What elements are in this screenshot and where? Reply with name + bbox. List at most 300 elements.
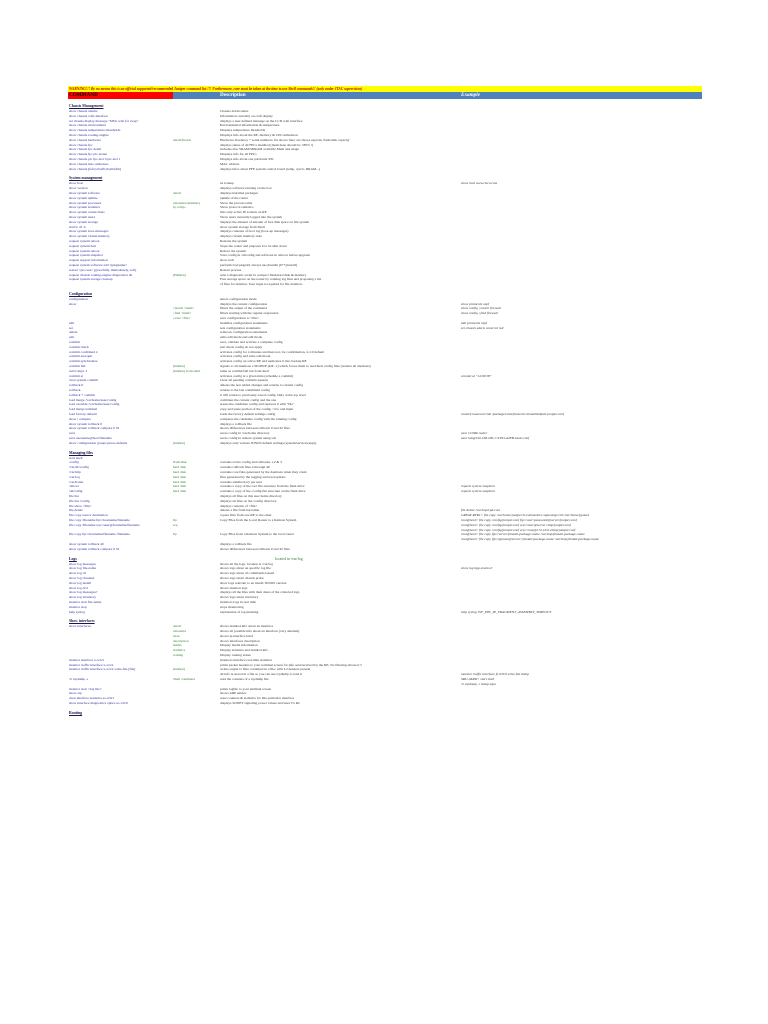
command-cell: start shell bbox=[69, 455, 83, 460]
section-title bbox=[68, 103, 702, 109]
description-cell: contains a copy of the root file structure from the flash drive bbox=[220, 484, 305, 489]
command-cell: save username@host:filename bbox=[69, 436, 112, 440]
option-cell: hard disk bbox=[173, 484, 186, 489]
example-cell: save CONR-router bbox=[461, 431, 488, 436]
command-cell: show host bbox=[69, 181, 84, 186]
command-cell: set bbox=[69, 325, 73, 330]
command-cell: show log messages? bbox=[69, 590, 98, 595]
table-row bbox=[68, 610, 702, 615]
description-cell: shows ip interface brief bbox=[220, 633, 253, 638]
description-cell: contains a copy of the /config file structure on the flash drive bbox=[220, 489, 306, 494]
description-cell: performs bsd pkgadd; always use jbundle (6+5 jinstall) bbox=[220, 262, 298, 267]
description-cell: erases the candidate config and replaces it with "file" bbox=[220, 402, 295, 407]
table-row bbox=[68, 701, 702, 706]
description-cell: shows logs about cli commands issued bbox=[220, 571, 275, 576]
command-cell: monitor start <log file> bbox=[69, 686, 102, 691]
command-cell: delete bbox=[69, 330, 78, 335]
command-cell: set chassis display message "MSG wait for swap" bbox=[69, 118, 139, 123]
command-cell: load merge terminal bbox=[69, 407, 98, 412]
option-cell: hard disk bbox=[173, 465, 186, 470]
example-cell: root@host> file copy /config/juniper.conf scp://user@server:/tmp/juniper.conf bbox=[461, 522, 571, 527]
description-cell: displays a user defined message on the LCD craft interface bbox=[220, 118, 303, 123]
example-cell: % tcpdump -r dump.tcpa bbox=[461, 681, 496, 686]
description-cell: Restart process bbox=[220, 267, 242, 272]
command-cell: load merge /var/home/user/config bbox=[69, 397, 117, 402]
command-cell: show chassis environment bbox=[69, 123, 106, 128]
warning-banner: WARNING!!! By no means this is an official supported/recommended Juniper command list !!! Furthermore, care must be taken at the time to use Shell commands!! (only under JTAC supervision) bbox=[68, 86, 702, 92]
option-cell: terse bbox=[173, 633, 180, 638]
description-cell: of files for deletion. User input is required for file deletion. bbox=[220, 282, 303, 287]
example-cell: show host www.cisco.com bbox=[461, 181, 498, 186]
description-cell: displays contents of boot log (boot-up messages) bbox=[220, 229, 289, 234]
section-title bbox=[68, 710, 702, 716]
description-cell: files generated by the logging and traceoptions bbox=[220, 474, 286, 479]
example-cell: show log bgp-events.0 bbox=[461, 566, 493, 571]
command-cell: show log dcd bbox=[69, 585, 88, 590]
command-cell: commit check bbox=[69, 344, 89, 349]
description-cell: displays installed packages bbox=[220, 190, 258, 195]
table-row bbox=[68, 441, 702, 446]
description-cell: returns to the last committed config bbox=[220, 388, 270, 393]
description-cell: Displays temperature thresholds bbox=[220, 128, 266, 133]
command-cell: file copy ftp://hostname/filename /filename bbox=[69, 532, 130, 537]
command-cell: file copy /filename scp://user@hostname/filename bbox=[69, 522, 140, 527]
example-cell: edit protocols ospf bbox=[461, 320, 487, 325]
option-cell: media bbox=[173, 643, 182, 648]
description-cell: Show protocol statistics bbox=[220, 205, 254, 210]
description-cell: stops monitoring bbox=[220, 604, 244, 609]
example-cell: SRU-AM06> start shell bbox=[461, 677, 495, 682]
command-cell: show log cli bbox=[69, 571, 87, 576]
command-cell: request system storage cleanup bbox=[69, 277, 113, 282]
command-cell: show log inventory bbox=[69, 595, 97, 600]
description-cell: Restarts the system bbox=[220, 238, 248, 243]
description-cell: removes configuration statements bbox=[220, 330, 268, 335]
example-cell bbox=[460, 167, 702, 172]
example-cell: show protocols ospf bbox=[461, 301, 489, 306]
description-cell: same as commit full but from shell bbox=[220, 368, 269, 373]
command-cell: load override /var/home/user/config bbox=[69, 402, 120, 407]
example-cell: set chassis alarm sonet lol red bbox=[461, 325, 504, 330]
command-cell: show interface diagnostics optics so-1/0/0 bbox=[69, 701, 128, 706]
option-cell: (hidden) bbox=[173, 440, 185, 445]
description-cell: show system storage from Shell bbox=[220, 224, 265, 229]
description-cell: shows detailed info about an interface bbox=[220, 624, 274, 629]
command-cell: show bbox=[69, 301, 77, 306]
description-cell: explanation of log meaning bbox=[220, 609, 259, 614]
command-cell: show chassis craft-interface bbox=[69, 113, 108, 118]
description-cell: save, validate and activate a complete config bbox=[220, 340, 283, 345]
command-cell: /var/db/config bbox=[69, 465, 89, 470]
section-title bbox=[68, 175, 702, 181]
section-title-text: Routing bbox=[69, 710, 83, 715]
command-cell: monitor stop bbox=[69, 604, 87, 609]
description-cell: copy and paste portion of the config, ^d to end input bbox=[220, 407, 294, 412]
description-cell: it will return to previously saved config. Only at the top level bbox=[220, 392, 306, 397]
description-cell: save configuration to <file> bbox=[220, 316, 260, 321]
command-cell: load factory-default bbox=[69, 412, 97, 417]
command-cell: file list /config bbox=[69, 498, 90, 503]
description-cell: MAC address bbox=[220, 161, 240, 166]
command-cell: show chassis routing-engine bbox=[69, 132, 109, 137]
description-cell: saves config in /var/home directory bbox=[220, 431, 270, 436]
description-cell: modifies configuration statements bbox=[220, 320, 268, 325]
command-cell: show chassis fpc bbox=[69, 142, 93, 147]
description-cell: Stops the router and prepares it to be shut down bbox=[220, 243, 287, 248]
description-cell: Free storage space on the router by rotating log files and proposing a list bbox=[220, 277, 322, 282]
description-cell: Display statistics and detailed info bbox=[220, 648, 269, 653]
section-title bbox=[68, 450, 702, 456]
command-cell: request system reboot bbox=[69, 248, 100, 253]
section-title bbox=[68, 556, 702, 562]
command-cell: show system rollback 0 bbox=[69, 421, 102, 426]
command-cell: show chassis [fefc|scb|sfb|cb|sib|sfm] bbox=[69, 166, 121, 171]
description-cell: just check config do not apply bbox=[220, 344, 263, 349]
description-cell: show tech bbox=[220, 258, 235, 263]
description-cell: Save config in /altconfig and software in /altroot before upgrade bbox=[220, 253, 310, 258]
option-cell: flash/disk bbox=[173, 460, 187, 465]
description-cell: reset counters & statistics for this particular interface bbox=[220, 696, 295, 701]
command-cell: show system storage bbox=[69, 219, 98, 224]
example-cell: help syslog JSF_EIW_IP_FRAGMENT_ASSEMBLY_TIMEOUT bbox=[461, 609, 552, 614]
section-title-text: Chassis Management bbox=[69, 104, 104, 108]
command-cell: request support information bbox=[69, 258, 108, 263]
command-cell: file copy /filename ftp://hostname/filename bbox=[69, 517, 130, 522]
description-cell: Information currently on craft display bbox=[220, 113, 273, 118]
description-cell: includes also SRAM/SDRAM available Mem and usage bbox=[220, 147, 299, 152]
command-cell: /var/log bbox=[69, 474, 80, 479]
example-cell: show config | match firewall bbox=[461, 306, 501, 311]
command-cell: commit bbox=[69, 340, 80, 345]
command-cell: show system rollback compare 0 32 bbox=[69, 426, 120, 431]
header-description: Description bbox=[219, 92, 460, 99]
command-cell: clear interface statistics so-2/0/1 bbox=[69, 696, 115, 701]
description-cell: Environmental information & temperature bbox=[220, 123, 280, 128]
option-cell: detail bbox=[173, 624, 181, 629]
description-cell: Show the process table bbox=[220, 200, 253, 205]
description-cell: Display media information bbox=[220, 643, 258, 648]
sheet-body bbox=[68, 99, 702, 716]
description-cell: shows all possible info about an interface (very detailed) bbox=[220, 629, 300, 634]
description-cell: shows differences between rollback 0 and 32 files bbox=[220, 546, 290, 551]
command-cell: file delete bbox=[69, 508, 83, 513]
description-cell: contains rollback files 4 through 49 bbox=[220, 465, 270, 470]
command-cell: show interfaces bbox=[69, 624, 91, 629]
description-cell: contains subdirectory per user bbox=[220, 479, 263, 484]
example-cell bbox=[460, 282, 702, 287]
description-cell: displays a rollback file bbox=[220, 421, 252, 426]
command-cell: /var/home bbox=[69, 479, 84, 484]
description-cell: displays the current configuration bbox=[220, 301, 268, 306]
command-cell bbox=[68, 282, 173, 287]
command-cell: file show <file> bbox=[69, 503, 92, 508]
description-cell: shows interfaces description bbox=[220, 638, 260, 643]
command-cell: show configuration groups junos-defaults bbox=[69, 440, 128, 445]
description-cell: read the contents of a tcpdump file bbox=[220, 677, 269, 682]
command-cell: run% mgd -I bbox=[69, 368, 87, 373]
command-cell: exit bbox=[69, 335, 75, 340]
description-cell: monitors interface real-time statistics bbox=[220, 657, 272, 662]
command-cell: commit confirmed x bbox=[69, 349, 98, 354]
command-cell: show chassis alarms bbox=[69, 109, 98, 113]
option-cell: | find <item> bbox=[173, 311, 192, 316]
description-cell: displays status of all FPCs installed (mem heap should be <80% !) bbox=[220, 142, 314, 147]
description-cell: lists only active IP sockets on RE bbox=[220, 210, 267, 215]
option-cell: routing bbox=[173, 653, 184, 658]
header-option bbox=[173, 92, 219, 99]
description-cell: displays all files on the /config directory bbox=[220, 498, 277, 503]
description-cell: contains core files generated by the daemons when they crash bbox=[220, 469, 307, 474]
table-row bbox=[68, 167, 702, 172]
option-cell: hard disk bbox=[173, 474, 186, 479]
command-cell: show chassis fpc detail bbox=[69, 147, 102, 152]
command-cell: configuration bbox=[69, 296, 88, 301]
option-cell bbox=[173, 282, 219, 287]
command-cell: show chassis fpc pic-status bbox=[69, 152, 107, 157]
description-cell: prints packet headers to your terminal screen for info sent/received by the RE. No filtering allowed !! bbox=[220, 662, 362, 667]
description-cell: displays all files on this user home directory bbox=[220, 493, 282, 498]
option-cell: | save <file> bbox=[173, 316, 191, 321]
description-cell: deletes a file from hard disk bbox=[220, 508, 260, 513]
option-cell: detail bbox=[173, 190, 181, 195]
section-title-text: System management bbox=[69, 176, 103, 181]
command-cell: show system boot-messages bbox=[69, 229, 109, 234]
description-cell: uptime of the router bbox=[220, 195, 248, 200]
section-title-text: Configuration bbox=[69, 291, 92, 296]
command-cell: commit at bbox=[69, 373, 84, 378]
cheat-sheet bbox=[68, 86, 702, 716]
command-cell: show version bbox=[69, 186, 88, 191]
command-cell: file copy source destination bbox=[69, 513, 108, 518]
command-cell: show system processes bbox=[69, 200, 102, 205]
example-cell bbox=[460, 547, 702, 552]
command-cell: show system statistics bbox=[69, 205, 100, 210]
description-cell: displays only various JUNOS default settings (system/services/apps) bbox=[220, 440, 317, 445]
description-cell: shows all the logs, location is /var/log bbox=[220, 561, 273, 566]
option-cell: Shell command bbox=[173, 677, 195, 682]
description-cell: writes output to files contained in a file; with L2 headers present bbox=[220, 667, 311, 672]
command-cell: show system rollback 40 bbox=[69, 541, 104, 546]
description-cell: shows ARP entries bbox=[220, 691, 247, 696]
description-cell: monitors logs in real time bbox=[220, 599, 256, 604]
option-cell: ftp bbox=[173, 517, 177, 522]
example-cell: router# load override /packages/mnt/jbase/etc/install/default-juniper.conf bbox=[461, 412, 564, 417]
option-cell: ip, icmp.. bbox=[173, 205, 187, 210]
command-cell: restart <process> [gracefully, immediately, soft] bbox=[69, 267, 137, 272]
description-cell: displays software running on the box bbox=[220, 186, 272, 191]
command-cell: /altroot bbox=[69, 484, 80, 489]
command-cell: % tcpdump -r bbox=[69, 677, 89, 682]
command-cell: request system snapshot bbox=[69, 253, 103, 258]
command-cell: rollback bbox=[69, 388, 81, 393]
command-cell: show log install bbox=[69, 580, 92, 585]
command-cell: monitor interface x-x/x/x bbox=[69, 657, 105, 662]
command-cell: show system users bbox=[69, 214, 96, 219]
description-cell: ns lookup bbox=[220, 181, 234, 186]
description-cell: deletes the non added changes and returns to current config bbox=[220, 383, 304, 388]
example-cell: root@host> file copy /config/juniper.conf ftp://user:password@server/juniper.conf bbox=[461, 517, 577, 522]
description-cell: runs a diagnostic script in compact flash,hard disk & memory bbox=[220, 272, 307, 277]
option-cell: | match <item> bbox=[173, 306, 195, 311]
option-cell bbox=[173, 547, 219, 552]
example-cell: request system snapshot bbox=[461, 484, 495, 489]
example-cell: show config | find firewall bbox=[461, 311, 498, 316]
example-cell: root@host> file copy /config/juniper.conf scp://root@172.16.0.2/tmp/juniper.conf bbox=[461, 527, 576, 532]
command-cell: monitor traffic interface x-x/x/x write-file [file] bbox=[69, 667, 136, 672]
description-cell: copies files from one RE to the other bbox=[220, 513, 272, 518]
option-cell: extensive bbox=[173, 629, 187, 634]
command-cell: request system reboot bbox=[69, 238, 100, 243]
description-cell: Display routing status bbox=[220, 653, 251, 658]
command-cell: request system software add <jpkgname> bbox=[69, 262, 128, 267]
command-cell: show system rollback compare 0 32 bbox=[69, 546, 120, 551]
option-cell: extensive/summary bbox=[173, 200, 201, 205]
command-cell: show system virtual-memory bbox=[69, 234, 110, 239]
option-cell: ftp bbox=[173, 532, 177, 537]
description-cell: displays a rollback file bbox=[220, 541, 252, 546]
command-cell: request chassis routing-engine diagnostics all bbox=[69, 272, 133, 277]
description-cell: displays contents of <file> bbox=[220, 503, 258, 508]
option-cell bbox=[173, 701, 219, 706]
column-header bbox=[68, 92, 702, 99]
description-cell: Reboot the system bbox=[220, 248, 246, 253]
description-cell: prints logfile to your terminal screen bbox=[220, 686, 272, 691]
command-cell: /altconfig bbox=[69, 489, 83, 494]
description-cell: shows logs about chassis probe bbox=[220, 575, 264, 580]
option-cell: hard disk bbox=[173, 489, 186, 494]
description-cell: Copy Files from the Local Router to a Remote System bbox=[220, 517, 297, 522]
example-cell: request system snapshot bbox=[461, 489, 495, 494]
description-cell: shows logs about an specific log file bbox=[220, 566, 271, 571]
example-cell: monitor traffic interface fe-0/0/0 write-file dump bbox=[461, 672, 529, 677]
command-cell: show chassis pic fpc-slot 0 pic-slot 1 bbox=[69, 156, 121, 161]
example-cell bbox=[460, 701, 702, 706]
option-cell bbox=[173, 610, 219, 615]
command-cell: monitor traffic interface x-x/x/x bbox=[69, 662, 114, 667]
description-cell: Show users currently logged into the system bbox=[220, 214, 283, 219]
command-cell: show chassis mac-addresses bbox=[69, 161, 109, 166]
command-cell: commit full bbox=[69, 364, 86, 369]
command-cell: show | compare bbox=[69, 416, 91, 421]
description-cell: filters the output of the command bbox=[220, 306, 267, 311]
description-cell: Displays info for all FPCs bbox=[220, 152, 257, 157]
command-cell: show system software bbox=[69, 190, 100, 195]
section-title-text: Show interfaces bbox=[69, 619, 95, 624]
description-cell: Displays info about the RE, memory & CPU utilization bbox=[220, 132, 298, 137]
description-cell: show logs relevant to an install JUNOS version bbox=[220, 580, 287, 585]
command-cell: help syslog bbox=[69, 609, 85, 614]
description-cell: loads the factory default settings config bbox=[220, 412, 276, 417]
command-cell: save bbox=[69, 431, 76, 436]
description-cell: Displays info about one particular PIC bbox=[220, 156, 274, 161]
section-title-text: Logs bbox=[69, 556, 77, 561]
description-cell: filters starting with the regular expression bbox=[220, 311, 279, 316]
option-cell: (hidden) from shell bbox=[173, 368, 201, 373]
command-cell: show system uptime bbox=[69, 195, 98, 200]
description-cell: activates config and exits edit mode bbox=[220, 354, 271, 359]
description-cell: exits edit mode and edit mode bbox=[220, 335, 263, 340]
table-row bbox=[68, 282, 702, 287]
option-cell: hard disk bbox=[173, 469, 186, 474]
command-cell: edit bbox=[69, 320, 75, 325]
command-cell: show chassis temperature-thresholds bbox=[69, 128, 121, 133]
example-cell: save lab@192.168.200.1:/LED-AJEB-basic.conf bbox=[461, 436, 530, 440]
command-cell: show log file-name bbox=[69, 566, 97, 571]
description-cell: shows differences between rollback 0 and 32 files bbox=[220, 426, 290, 431]
command-cell: commit and-quit bbox=[69, 354, 93, 359]
example-cell: commit at "14:00:00" bbox=[461, 373, 492, 378]
description-cell: Clear all pending commit requests bbox=[220, 378, 269, 383]
example-cell: root@host> file copy ftp://server/jinstall-package-name /var/tmp/jinstall-package-name bbox=[461, 532, 585, 537]
description-cell: combines the current config and the one bbox=[220, 397, 277, 402]
section-title bbox=[68, 618, 702, 624]
option-cell: (hidden) bbox=[173, 667, 185, 672]
option-cell: description bbox=[173, 638, 189, 643]
command-cell: show system connections bbox=[69, 210, 105, 215]
option-cell: (hidden) bbox=[173, 364, 185, 369]
command-cell: show log messages bbox=[69, 561, 96, 566]
description-cell: enters configuration mode bbox=[220, 296, 257, 301]
description-cell: displays all the files with their dates of the collected logs bbox=[220, 590, 300, 595]
description-cell: saves config in remote system using sch bbox=[220, 436, 277, 440]
command-cell: show chassis hardware bbox=[69, 137, 102, 142]
description-cell: Chassis alarm status bbox=[220, 109, 249, 113]
option-cell: statistics bbox=[173, 648, 186, 653]
example-cell: root@host> file copy ftp://jgomez@server:/jinstall-package-name /var/tmp/jinstall-package-name bbox=[461, 537, 599, 542]
description-cell: Copy Files from a Remote System to the local router bbox=[220, 532, 294, 537]
description-cell: displays SONET signaling power values and laser Tx Rx bbox=[220, 701, 300, 706]
command-cell: monitor start file-name bbox=[69, 599, 102, 604]
section-title-text: Managing files bbox=[69, 450, 93, 455]
command-cell: show log chassisd bbox=[69, 575, 95, 580]
description-cell: contains active config and rollbacks 1,2 & 3 bbox=[220, 460, 282, 465]
description-cell: Hardware inventory + serial numbers, fru shows fans; ext shows eeprom, flash/disk capacity bbox=[220, 137, 350, 142]
description-cell: displays infos about PFE system control board (temp, cpu%, DRAM...) bbox=[220, 166, 320, 171]
description-cell: displays current memory state bbox=[220, 234, 263, 239]
example-cell bbox=[460, 441, 702, 446]
command-cell: file list bbox=[69, 493, 79, 498]
example-cell: file delete /var/tmp/rpd.core bbox=[461, 508, 501, 513]
command-cell: clear system commit bbox=[69, 378, 98, 383]
description-cell: signals to all daemons a SIGHUP (kill -1) which forces them to read their config files (restarts all daemons) bbox=[220, 364, 371, 369]
command-cell: commit synchronize bbox=[69, 359, 98, 364]
option-cell: (Hidden) bbox=[173, 272, 186, 277]
description-cell: activates config for x minutes and then not, for confirmation, x=10 default bbox=[220, 349, 325, 354]
header-example: Example bbox=[460, 92, 702, 99]
description-cell: compares the candidate config with the running config bbox=[220, 416, 297, 421]
command-cell: /config bbox=[69, 460, 79, 465]
description-cell: activates config on active RE and replicates it into backup RE bbox=[220, 359, 307, 364]
command-cell: rollback 0 bbox=[69, 383, 84, 388]
section-note: located in /var/log bbox=[275, 556, 303, 561]
example-cell: GREAT-RTR1> file copy /var/home/juniper/0.2-domestics-signed.tgz re0:/var/home/jgomez bbox=[461, 513, 590, 518]
option-cell bbox=[173, 167, 219, 172]
option-cell: hard disk bbox=[173, 479, 186, 484]
description-cell: activates config at a given time (schedule a commit) bbox=[220, 373, 294, 378]
option-cell: scp bbox=[173, 522, 178, 527]
command-cell: request system halt bbox=[69, 243, 96, 248]
table-row bbox=[68, 547, 702, 552]
command-cell: start% df -h bbox=[69, 224, 86, 229]
description-cell: displays the amount of amount of free disk space on file system bbox=[220, 219, 310, 224]
command-cell: rollback + commit bbox=[69, 392, 95, 397]
description-cell: shows logs about inventory bbox=[220, 595, 259, 600]
option-cell: detail/fru/ext bbox=[173, 137, 192, 142]
command-cell: /var/tmp bbox=[69, 469, 81, 474]
section-title bbox=[68, 291, 702, 297]
header-command: COMMAND bbox=[68, 92, 173, 99]
description-cell: all info is stored in a file so you can use tcpdump to read it bbox=[220, 672, 303, 677]
